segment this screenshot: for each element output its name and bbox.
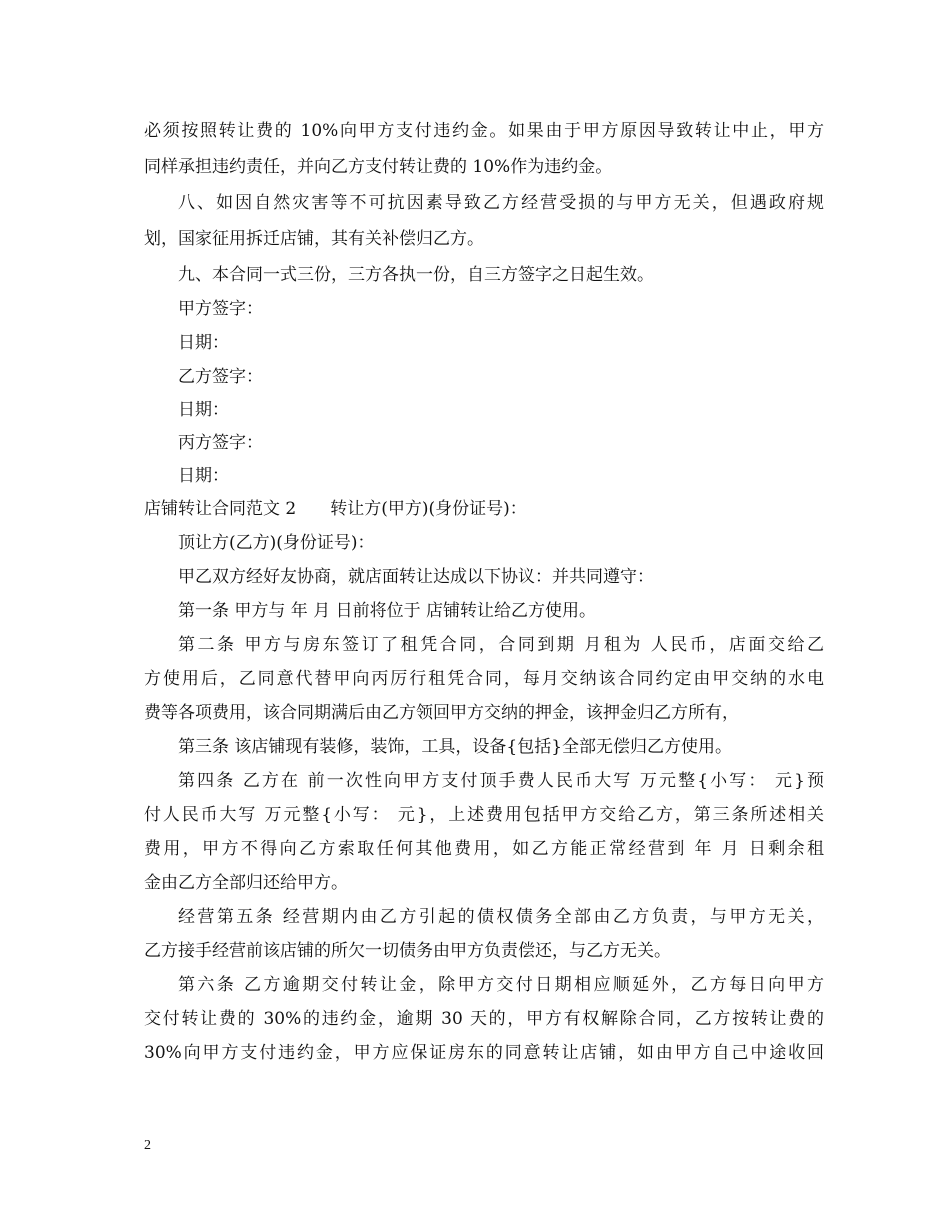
text-line: 九、本合同一式三份，三方各执一份，自三方签字之日起生效。 — [178, 265, 654, 285]
date-label: 日期： — [178, 400, 229, 420]
text-line: 方使用后，乙同意代替甲向丙厉行租凭合同，每月交纳该合同约定由甲交纳的水电 — [144, 669, 824, 689]
text-line: 经营第五条 经营期内由乙方引起的债权债务全部由乙方负责，与甲方无关， — [178, 907, 824, 927]
date-label: 日期： — [178, 333, 229, 353]
text-line: 划，国家征用拆迁店铺，其有关补偿归乙方。 — [144, 229, 484, 249]
text-line: 八、如因自然灾害等不可抗因素导致乙方经营受损的与甲方无关，但遇政府规 — [178, 193, 824, 213]
signature-label-party-a: 甲方签字： — [178, 299, 263, 319]
text-line: 30%向甲方支付违约金，甲方应保证房东的同意转让店铺，如由甲方自己中途收回 — [144, 1043, 824, 1063]
text-line: 乙方接手经营前该店铺的所欠一切债务由甲方负责偿还，与乙方无关。 — [144, 941, 671, 961]
signature-label-party-b: 乙方签字： — [178, 367, 263, 387]
text-line: 第一条 甲方与 年 月 日前将位于 店铺转让给乙方使用。 — [178, 601, 597, 621]
text-line: 第六条 乙方逾期交付转让金，除甲方交付日期相应顺延外，乙方每日向甲方 — [178, 975, 824, 995]
text-line: 第三条 该店铺现有装修，装饰，工具，设备{包括}全部无偿归乙方使用。 — [178, 737, 733, 757]
text-line: 费等各项费用，该合同期满后由乙方领回甲方交纳的押金，该押金归乙方所有， — [144, 703, 739, 723]
section-heading: 店铺转让合同范文 2 转让方(甲方)(身份证号)： — [144, 499, 527, 519]
text-line: 第四条 乙方在 前一次性向甲方支付顶手费人民币大写 万元整{小写： 元}预 — [178, 771, 824, 791]
text-line: 费用，甲方不得向乙方索取任何其他费用，如乙方能正常经营到 年 月 日剩余租 — [144, 839, 824, 859]
text-line: 甲乙双方经好友协商，就店面转让达成以下协议：并共同遵守： — [178, 567, 654, 587]
page-number: 2 — [144, 1138, 151, 1153]
signature-label-party-c: 丙方签字： — [178, 433, 263, 453]
date-label: 日期： — [178, 466, 229, 486]
text-line: 付人民币大写 万元整{小写： 元}，上述费用包括甲方交给乙方，第三条所述相关 — [144, 805, 824, 825]
text-line: 同样承担违约责任，并向乙方支付转让费的 10%作为违约金。 — [144, 157, 613, 177]
text-line: 必须按照转让费的 10%向甲方支付违约金。如果由于甲方原因导致转让中止，甲方 — [144, 121, 824, 141]
text-line: 顶让方(乙方)(身份证号)： — [178, 533, 375, 553]
text-line: 第二条 甲方与房东签订了租凭合同，合同到期 月租为 人民币，店面交给乙 — [178, 635, 824, 655]
text-line: 金由乙方全部归还给甲方。 — [144, 873, 348, 893]
text-line: 交付转让费的 30%的违约金，逾期 30 天的，甲方有权解除合同，乙方按转让费的 — [144, 1009, 824, 1029]
